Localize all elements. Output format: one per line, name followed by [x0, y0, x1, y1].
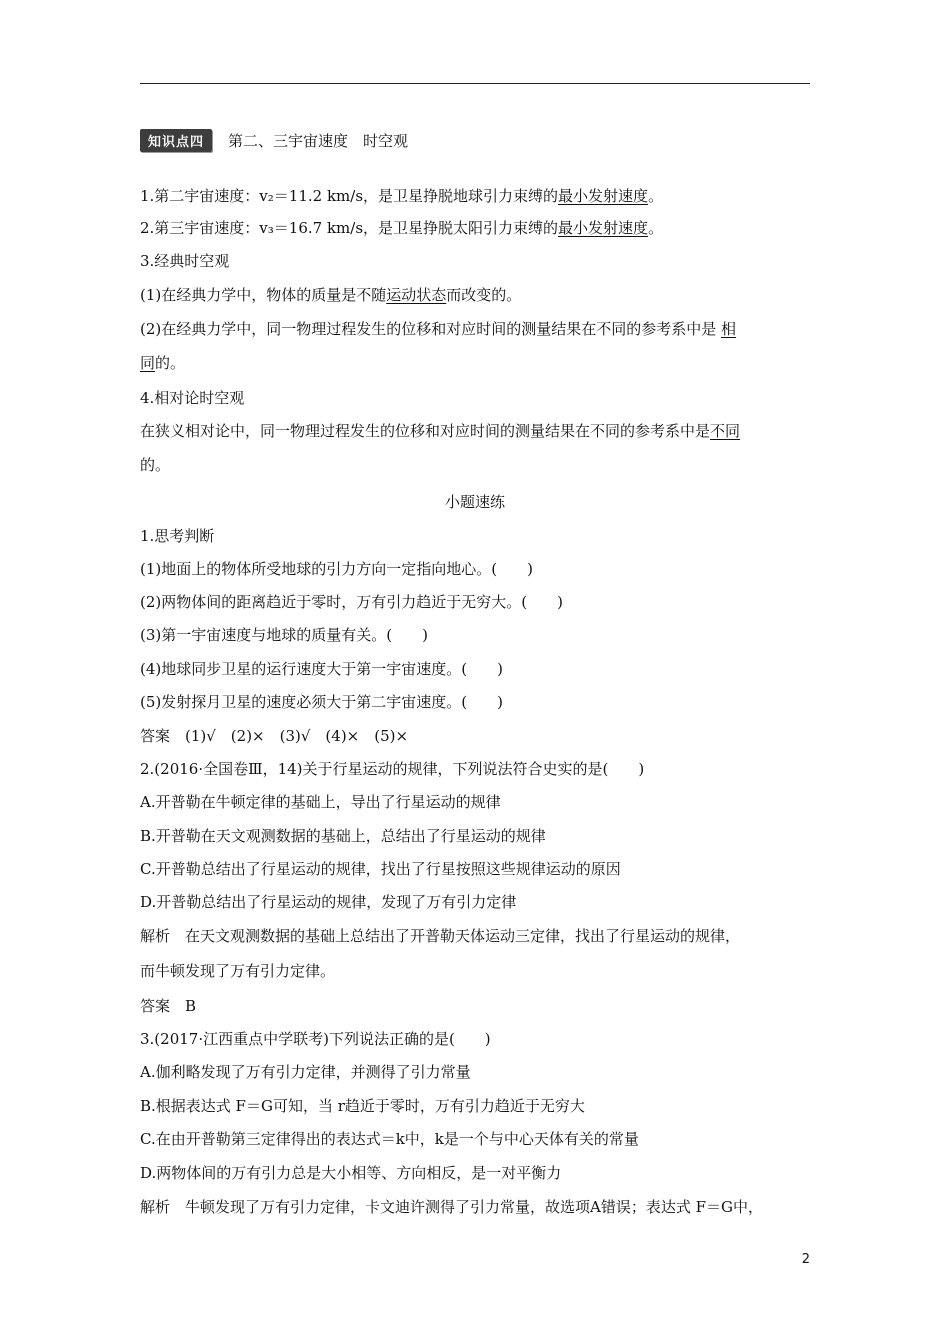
section-header: [140, 128, 408, 152]
question-2-analysis-cont: 而牛顿发现了万有引力定律。: [140, 962, 336, 980]
underlined-answer: 相: [721, 320, 737, 338]
text: 的。: [155, 354, 186, 372]
question-2-title: 2.(2016·全国卷Ⅲ，14)关于行星运动的规律，下列说法符合史实的是( ): [140, 760, 645, 778]
practice-heading: 小题速练: [444, 493, 505, 511]
text: (2)在经典力学中，同一物理过程发生的位移和对应时间的测量结果在不同的参考系中是: [140, 320, 717, 338]
paragraph-classical-2: [140, 319, 736, 339]
question-3-option: B.根据表达式 F＝G可知，当 r趋近于零时，万有引力趋近于无穷大: [140, 1097, 585, 1115]
question-2-answer: 答案 B: [140, 997, 197, 1015]
question-1-item: (1)地面上的物体所受地球的引力方向一定指向地心。( ): [140, 560, 533, 578]
underlined-answer: 同: [140, 354, 156, 372]
section-title: 第二、三宇宙速度 时空观: [228, 131, 409, 150]
question-1-item: (3)第一宇宙速度与地球的质量有关。( ): [140, 626, 428, 644]
question-1-title: 1.思考判断: [140, 527, 215, 545]
question-2-analysis: 解析 在天文观测数据的基础上总结出了开普勒天体运动三定律，找出了行星运动的规律，: [140, 927, 741, 945]
question-3-analysis: 解析 牛顿发现了万有引力定律，卡文迪许测得了引力常量，故选项A错误；表达式 F＝G中，: [140, 1198, 763, 1216]
text: 1.第二宇宙速度：v₂＝11.2 km/s，是卫星挣脱地球引力束缚的: [140, 187, 559, 205]
underlined-answer: 不同: [710, 422, 741, 440]
question-3-option: D.两物体间的万有引力总是大小相等、方向相反，是一对平衡力: [140, 1164, 562, 1182]
question-2-option: C.开普勒总结出了行星运动的规律，找出了行星按照这些规律运动的原因: [140, 860, 621, 878]
question-1-item: (2)两物体间的距离趋近于零时，万有引力趋近于无穷大。( ): [140, 593, 563, 611]
question-2-option: A.开普勒在牛顿定律的基础上，导出了行星运动的规律: [140, 793, 501, 811]
underlined-answer: 最小发射速度: [558, 219, 649, 237]
text: 而改变的。: [446, 286, 522, 304]
page-number: 2: [801, 1252, 810, 1267]
question-1-item: (5)发射探月卫星的速度必须大于第二宇宙速度。( ): [140, 693, 503, 711]
question-3-option: A.伽利略发现了万有引力定律，并测得了引力常量: [140, 1063, 471, 1081]
underlined-answer: 最小发射速度: [558, 187, 649, 205]
question-3-option: C.在由开普勒第三定律得出的表达式＝k中，k是一个与中心天体有关的常量: [140, 1130, 639, 1148]
question-1-item: (4)地球同步卫星的运行速度大于第一宇宙速度。( ): [140, 660, 503, 678]
paragraph-relativity: 4.相对论时空观: [140, 389, 245, 407]
text: 在狭义相对论中，同一物理过程发生的位移和对应时间的测量结果在不同的参考系中是: [140, 422, 711, 440]
section-badge: 知识点四: [140, 129, 212, 152]
question-1-answer: 答案 (1)√ (2)× (3)√ (4)× (5)×: [140, 727, 409, 745]
paragraph-classical-spacetime: 3.经典时空观: [140, 252, 230, 270]
paragraph-second-cosmic-velocity: [140, 186, 663, 206]
text: 。: [648, 187, 664, 205]
paragraph-classical-2-cont: [140, 353, 185, 373]
question-2-option: B.开普勒在天文观测数据的基础上，总结出了行星运动的规律: [140, 827, 546, 845]
header-rule: [140, 83, 810, 84]
underlined-answer: 运动状态: [386, 286, 447, 304]
text: (1)在经典力学中，物体的质量是不随: [140, 286, 387, 304]
paragraph-relativity-body: [140, 421, 740, 441]
paragraph-relativity-cont: 的。: [140, 456, 171, 474]
question-3-title: 3.(2017·江西重点中学联考)下列说法正确的是( ): [140, 1030, 491, 1048]
text: 。: [648, 219, 664, 237]
question-2-option: D.开普勒总结出了行星运动的规律，发现了万有引力定律: [140, 893, 517, 911]
paragraph-classical-1: [140, 285, 521, 305]
text: 2.第三宇宙速度：v₃＝16.7 km/s，是卫星挣脱太阳引力束缚的: [140, 219, 559, 237]
paragraph-third-cosmic-velocity: [140, 218, 663, 238]
